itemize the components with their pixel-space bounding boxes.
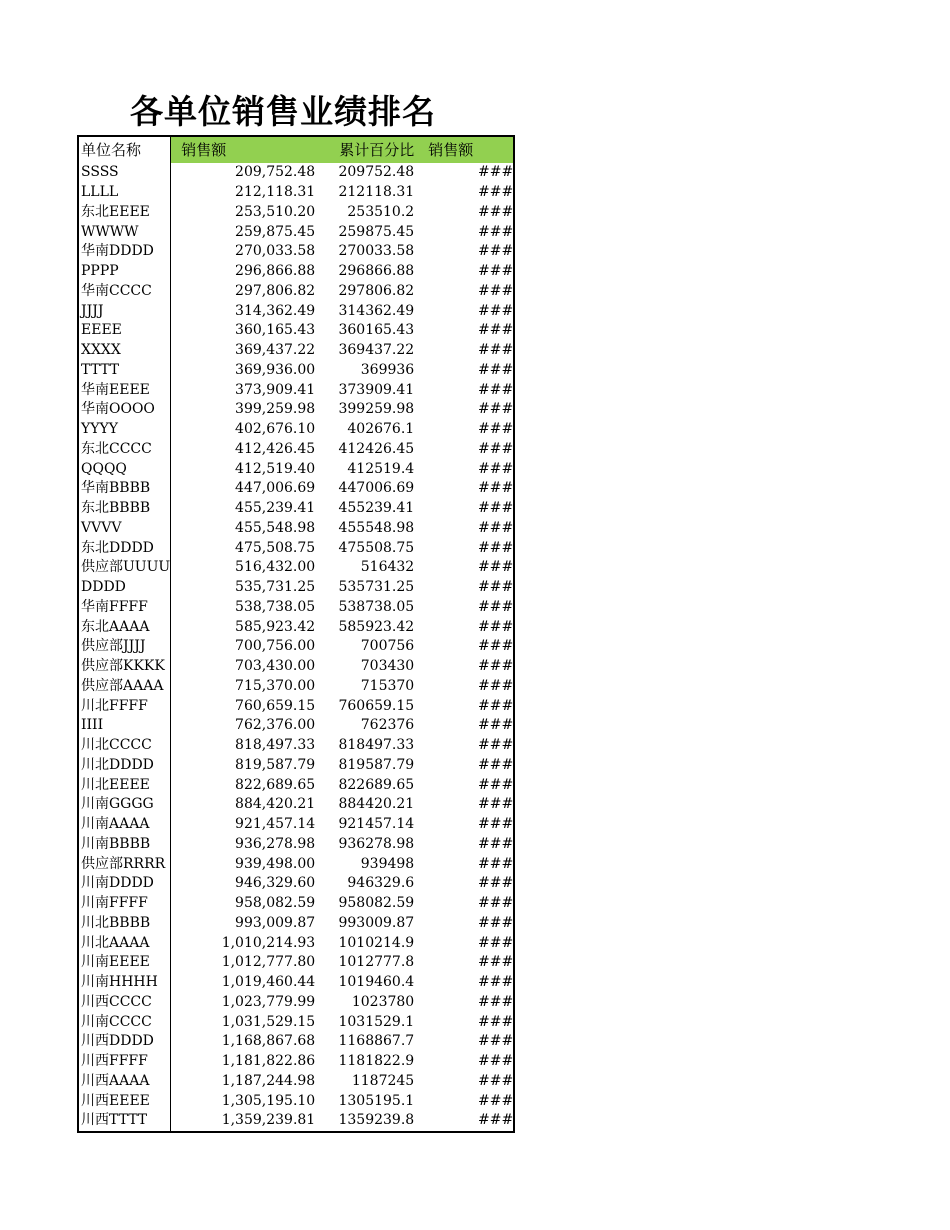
- cell-cumulative[interactable]: 819587.79: [338, 756, 415, 773]
- cell-unit-name[interactable]: 东北BBBB: [78, 499, 171, 519]
- cell-sales[interactable]: 1,023,779.99: [221, 993, 316, 1010]
- table-row: [78, 775, 514, 795]
- cell-unit-name[interactable]: 川西CCCC: [78, 993, 171, 1013]
- cell-rank[interactable]: ###: [478, 737, 514, 754]
- cell-sales[interactable]: 818,497.33: [235, 737, 316, 754]
- table-row: [78, 400, 514, 420]
- table-row: [78, 973, 514, 993]
- cell-unit-name[interactable]: 川北EEEE: [78, 775, 171, 795]
- cell-cumulative[interactable]: 993009.87: [338, 914, 415, 931]
- table-row: [78, 835, 514, 855]
- table-row: [78, 1091, 514, 1111]
- cell-unit-name[interactable]: 东北DDDD: [78, 538, 171, 558]
- cell-cumulative[interactable]: 455548.98: [338, 519, 415, 536]
- cell-unit-name[interactable]: 供应部AAAA: [78, 677, 171, 697]
- cell-rank[interactable]: ###: [478, 658, 514, 675]
- cell-unit-name[interactable]: VVVV: [78, 519, 171, 539]
- table-row: [78, 479, 514, 499]
- cell-unit-name[interactable]: EEEE: [78, 321, 171, 341]
- cell-rank[interactable]: ###: [478, 559, 514, 576]
- table-row: [78, 380, 514, 400]
- cell-rank[interactable]: ###: [478, 223, 514, 240]
- cell-unit-name[interactable]: XXXX: [78, 341, 171, 361]
- cell-sales[interactable]: 1,305,195.10: [221, 1092, 316, 1109]
- cell-unit-name[interactable]: PPPP: [78, 262, 171, 282]
- sheet-title: 各单位销售业绩排名: [130, 92, 436, 131]
- cell-unit-name[interactable]: 川西TTTT: [78, 1111, 171, 1132]
- cell-cumulative[interactable]: 1010214.9: [338, 934, 415, 951]
- cell-sales[interactable]: 270,033.58: [235, 243, 316, 260]
- header-sales-rank[interactable]: 销售额: [428, 141, 474, 159]
- cell-rank[interactable]: ###: [478, 796, 514, 813]
- cell-cumulative[interactable]: 535731.25: [338, 579, 415, 596]
- cell-rank[interactable]: ###: [478, 1033, 514, 1050]
- cell-sales[interactable]: 455,239.41: [235, 500, 316, 517]
- cell-sales[interactable]: 936,278.98: [235, 835, 316, 852]
- cell-unit-name[interactable]: 川西FFFF: [78, 1052, 171, 1072]
- cell-sales[interactable]: 760,659.15: [235, 697, 316, 714]
- table-row: [78, 440, 514, 460]
- cell-unit-name[interactable]: WWWW: [78, 222, 171, 242]
- table-row: [78, 538, 514, 558]
- table-row: [78, 222, 514, 242]
- cell-unit-name[interactable]: DDDD: [78, 578, 171, 598]
- cell-rank[interactable]: ###: [478, 342, 514, 359]
- cell-sales[interactable]: 360,165.43: [235, 322, 316, 339]
- cell-cumulative[interactable]: 399259.98: [338, 401, 415, 418]
- cell-rank[interactable]: ###: [478, 835, 514, 852]
- cell-sales[interactable]: 455,548.98: [235, 519, 316, 536]
- cell-unit-name[interactable]: 华南EEEE: [78, 380, 171, 400]
- cell-sales[interactable]: 1,187,244.98: [221, 1072, 316, 1089]
- cell-rank[interactable]: ###: [478, 875, 514, 892]
- cell-sales[interactable]: 373,909.41: [235, 381, 316, 398]
- cell-sales[interactable]: 822,689.65: [235, 776, 316, 793]
- cell-rank[interactable]: ###: [478, 638, 514, 655]
- cell-sales[interactable]: 369,936.00: [235, 361, 316, 378]
- table-row: [78, 993, 514, 1013]
- table-row: [78, 361, 514, 381]
- cell-cumulative[interactable]: 369437.22: [338, 342, 415, 359]
- cell-rank[interactable]: ###: [478, 618, 514, 635]
- table-row: [78, 677, 514, 697]
- table-row: [78, 953, 514, 973]
- header-cumulative-percent[interactable]: 累计百分比: [339, 141, 415, 159]
- table-row: [78, 815, 514, 835]
- cell-cumulative[interactable]: 703430: [360, 658, 415, 675]
- cell-rank[interactable]: ###: [478, 934, 514, 951]
- cell-sales[interactable]: 402,676.10: [235, 421, 316, 438]
- cell-rank[interactable]: ###: [478, 480, 514, 497]
- cell-unit-name[interactable]: 川北AAAA: [78, 933, 171, 953]
- cell-cumulative[interactable]: 297806.82: [338, 282, 415, 299]
- cell-cumulative[interactable]: 1187245: [351, 1072, 415, 1089]
- table-row: [78, 1111, 514, 1132]
- cell-cumulative[interactable]: 760659.15: [338, 697, 415, 714]
- table-row: [78, 203, 514, 223]
- table-row: [78, 321, 514, 341]
- cell-sales[interactable]: 212,118.31: [235, 184, 316, 201]
- cell-rank[interactable]: ###: [478, 401, 514, 418]
- table-row: [78, 933, 514, 953]
- cell-sales[interactable]: 412,519.40: [235, 460, 316, 477]
- cell-rank[interactable]: ###: [478, 895, 514, 912]
- cell-cumulative[interactable]: 360165.43: [338, 322, 415, 339]
- table-row: [78, 657, 514, 677]
- cell-unit-name[interactable]: 川南BBBB: [78, 835, 171, 855]
- cell-cumulative[interactable]: 946329.6: [347, 875, 415, 892]
- cell-sales[interactable]: 447,006.69: [235, 480, 316, 497]
- cell-sales[interactable]: 819,587.79: [235, 756, 316, 773]
- cell-sales[interactable]: 1,359,239.81: [221, 1112, 316, 1129]
- cell-rank[interactable]: ###: [478, 1053, 514, 1070]
- cell-unit-name[interactable]: 供应部UUUU: [78, 558, 171, 578]
- cell-sales[interactable]: 1,010,214.93: [221, 934, 316, 951]
- table-row: [78, 914, 514, 934]
- table-row: [78, 420, 514, 440]
- cell-rank[interactable]: ###: [478, 440, 514, 457]
- table-row: [78, 696, 514, 716]
- cell-cumulative[interactable]: 1181822.9: [338, 1053, 415, 1070]
- cell-cumulative[interactable]: 762376: [360, 717, 415, 734]
- cell-cumulative[interactable]: 538738.05: [338, 598, 415, 615]
- cell-unit-name[interactable]: 川北DDDD: [78, 756, 171, 776]
- cell-unit-name[interactable]: 川西DDDD: [78, 1032, 171, 1052]
- cell-rank[interactable]: ###: [478, 361, 514, 378]
- table-row: [78, 499, 514, 519]
- cell-cumulative[interactable]: 253510.2: [347, 203, 415, 220]
- cell-cumulative[interactable]: 1012777.8: [338, 954, 415, 971]
- cell-unit-name[interactable]: 供应部RRRR: [78, 854, 171, 874]
- cell-sales[interactable]: 475,508.75: [235, 539, 316, 556]
- cell-cumulative[interactable]: 412426.45: [338, 440, 415, 457]
- cell-unit-name[interactable]: QQQQ: [78, 459, 171, 479]
- cell-rank[interactable]: ###: [478, 500, 514, 517]
- cell-sales[interactable]: 703,430.00: [235, 658, 316, 675]
- cell-sales[interactable]: 535,731.25: [235, 579, 316, 596]
- cell-rank[interactable]: ###: [478, 519, 514, 536]
- cell-cumulative[interactable]: 447006.69: [338, 480, 415, 497]
- cell-cumulative[interactable]: 585923.42: [338, 618, 415, 635]
- cell-cumulative[interactable]: 700756: [360, 638, 415, 655]
- cell-unit-name[interactable]: 川南FFFF: [78, 894, 171, 914]
- cell-unit-name[interactable]: SSSS: [78, 163, 171, 183]
- cell-sales[interactable]: 1,012,777.80: [221, 954, 316, 971]
- cell-unit-name[interactable]: 东北AAAA: [78, 617, 171, 637]
- cell-cumulative[interactable]: 715370: [360, 677, 415, 694]
- cell-rank[interactable]: ###: [478, 914, 514, 931]
- cell-cumulative[interactable]: 936278.98: [338, 835, 415, 852]
- cell-rank[interactable]: ###: [478, 282, 514, 299]
- cell-rank[interactable]: ###: [478, 816, 514, 833]
- table-row: [78, 1052, 514, 1072]
- cell-sales[interactable]: 209,752.48: [235, 164, 316, 181]
- cell-rank[interactable]: ###: [478, 993, 514, 1010]
- cell-sales[interactable]: 1,031,529.15: [221, 1013, 316, 1030]
- cell-sales[interactable]: 1,181,822.86: [221, 1053, 316, 1070]
- cell-sales[interactable]: 939,498.00: [235, 855, 316, 872]
- header-row: [78, 136, 514, 163]
- cell-sales[interactable]: 921,457.14: [235, 816, 316, 833]
- cell-rank[interactable]: ###: [478, 421, 514, 438]
- cell-unit-name[interactable]: 川南GGGG: [78, 795, 171, 815]
- cell-sales[interactable]: 993,009.87: [235, 914, 316, 931]
- cell-sales[interactable]: 538,738.05: [235, 598, 316, 615]
- cell-unit-name[interactable]: 川西AAAA: [78, 1072, 171, 1092]
- cell-rank[interactable]: ###: [478, 1092, 514, 1109]
- table-row: [78, 854, 514, 874]
- cell-sales[interactable]: 399,259.98: [235, 401, 316, 418]
- cell-cumulative[interactable]: 373909.41: [338, 381, 415, 398]
- cell-rank[interactable]: ###: [478, 302, 514, 319]
- table-row: [78, 578, 514, 598]
- cell-rank[interactable]: ###: [478, 776, 514, 793]
- table-row: [78, 736, 514, 756]
- cell-cumulative[interactable]: 1305195.1: [338, 1092, 415, 1109]
- cell-cumulative[interactable]: 1019460.4: [338, 974, 415, 991]
- cell-cumulative[interactable]: 296866.88: [338, 263, 415, 280]
- cell-rank[interactable]: ###: [478, 164, 514, 181]
- cell-rank[interactable]: ###: [478, 579, 514, 596]
- cell-cumulative[interactable]: 958082.59: [338, 895, 415, 912]
- cell-unit-name[interactable]: 川南CCCC: [78, 1012, 171, 1032]
- cell-sales[interactable]: 884,420.21: [235, 796, 316, 813]
- cell-rank[interactable]: ###: [478, 677, 514, 694]
- table-row: [78, 894, 514, 914]
- cell-unit-name[interactable]: 川北CCCC: [78, 736, 171, 756]
- cell-unit-name[interactable]: TTTT: [78, 361, 171, 381]
- cell-cumulative[interactable]: 1031529.1: [338, 1013, 415, 1030]
- table-row: [78, 874, 514, 894]
- table-row: [78, 242, 514, 262]
- cell-unit-name[interactable]: IIII: [78, 716, 171, 736]
- cell-sales[interactable]: 1,168,867.68: [221, 1033, 316, 1050]
- table-row: [78, 795, 514, 815]
- cell-rank[interactable]: ###: [478, 1072, 514, 1089]
- cell-unit-name[interactable]: YYYY: [78, 420, 171, 440]
- cell-rank[interactable]: ###: [478, 855, 514, 872]
- cell-cumulative[interactable]: 212118.31: [338, 184, 415, 201]
- table-row: [78, 1012, 514, 1032]
- cell-unit-name[interactable]: 川北BBBB: [78, 914, 171, 934]
- cell-cumulative[interactable]: 209752.48: [338, 164, 415, 181]
- cell-cumulative[interactable]: 475508.75: [338, 539, 415, 556]
- cell-cumulative[interactable]: 314362.49: [338, 302, 415, 319]
- table-row: [78, 282, 514, 302]
- cell-cumulative[interactable]: 412519.4: [347, 460, 415, 477]
- cell-cumulative[interactable]: 822689.65: [338, 776, 415, 793]
- table-row: [78, 262, 514, 282]
- cell-rank[interactable]: ###: [478, 1112, 514, 1129]
- cell-cumulative[interactable]: 921457.14: [338, 816, 415, 833]
- cell-sales[interactable]: 516,432.00: [235, 559, 316, 576]
- cell-unit-name[interactable]: 东北EEEE: [78, 203, 171, 223]
- cell-rank[interactable]: ###: [478, 598, 514, 615]
- cell-rank[interactable]: ###: [478, 381, 514, 398]
- cell-sales[interactable]: 296,866.88: [235, 263, 316, 280]
- cell-rank[interactable]: ###: [478, 322, 514, 339]
- cell-unit-name[interactable]: 华南DDDD: [78, 242, 171, 262]
- table-row: [78, 341, 514, 361]
- header-unit-name[interactable]: 单位名称: [78, 136, 171, 163]
- cell-cumulative[interactable]: 1023780: [351, 993, 415, 1010]
- cell-cumulative[interactable]: 270033.58: [338, 243, 415, 260]
- cell-cumulative[interactable]: 818497.33: [338, 737, 415, 754]
- cell-sales[interactable]: 958,082.59: [235, 895, 316, 912]
- cell-rank[interactable]: ###: [478, 697, 514, 714]
- cell-cumulative[interactable]: 369936: [360, 361, 415, 378]
- header-sales[interactable]: 销售额: [181, 141, 227, 159]
- cell-cumulative[interactable]: 1359239.8: [338, 1112, 415, 1129]
- table-row: [78, 163, 514, 183]
- cell-cumulative[interactable]: 1168867.7: [338, 1033, 415, 1050]
- cell-sales[interactable]: 253,510.20: [235, 203, 316, 220]
- table-row: [78, 519, 514, 539]
- sales-ranking-table: [77, 135, 515, 1133]
- cell-unit-name[interactable]: 川北FFFF: [78, 696, 171, 716]
- table-row: [78, 459, 514, 479]
- cell-cumulative[interactable]: 259875.45: [338, 223, 415, 240]
- table-row: [78, 183, 514, 203]
- cell-rank[interactable]: ###: [478, 717, 514, 734]
- cell-cumulative[interactable]: 455239.41: [338, 500, 415, 517]
- cell-cumulative[interactable]: 939498: [360, 855, 415, 872]
- cell-cumulative[interactable]: 402676.1: [347, 421, 415, 438]
- cell-unit-name[interactable]: 川西EEEE: [78, 1091, 171, 1111]
- cell-sales[interactable]: 762,376.00: [235, 717, 316, 734]
- table-row: [78, 716, 514, 736]
- table-row: [78, 1032, 514, 1052]
- cell-sales[interactable]: 585,923.42: [235, 618, 316, 635]
- cell-rank[interactable]: ###: [478, 1013, 514, 1030]
- cell-sales[interactable]: 314,362.49: [235, 302, 316, 319]
- cell-unit-name[interactable]: 川南HHHH: [78, 973, 171, 993]
- cell-unit-name[interactable]: LLLL: [78, 183, 171, 203]
- table-row: [78, 617, 514, 637]
- cell-unit-name[interactable]: 华南CCCC: [78, 282, 171, 302]
- cell-rank[interactable]: ###: [478, 756, 514, 773]
- cell-sales[interactable]: 369,437.22: [235, 342, 316, 359]
- cell-sales[interactable]: 412,426.45: [235, 440, 316, 457]
- cell-unit-name[interactable]: 川南DDDD: [78, 874, 171, 894]
- cell-rank[interactable]: ###: [478, 460, 514, 477]
- cell-rank[interactable]: ###: [478, 263, 514, 280]
- cell-unit-name[interactable]: 供应部JJJJ: [78, 637, 171, 657]
- cell-rank[interactable]: ###: [478, 974, 514, 991]
- table-row: [78, 637, 514, 657]
- cell-unit-name[interactable]: 川南EEEE: [78, 953, 171, 973]
- cell-unit-name[interactable]: 东北CCCC: [78, 440, 171, 460]
- cell-rank[interactable]: ###: [478, 539, 514, 556]
- cell-cumulative[interactable]: 884420.21: [338, 796, 415, 813]
- cell-rank[interactable]: ###: [478, 184, 514, 201]
- cell-unit-name[interactable]: 华南OOOO: [78, 400, 171, 420]
- cell-unit-name[interactable]: 华南FFFF: [78, 598, 171, 618]
- cell-sales[interactable]: 700,756.00: [235, 638, 316, 655]
- table-row: [78, 558, 514, 578]
- cell-unit-name[interactable]: JJJJ: [78, 301, 171, 321]
- cell-sales[interactable]: 1,019,460.44: [221, 974, 316, 991]
- table-row: [78, 1072, 514, 1092]
- cell-cumulative[interactable]: 516432: [360, 559, 415, 576]
- cell-unit-name[interactable]: 川南AAAA: [78, 815, 171, 835]
- cell-sales[interactable]: 259,875.45: [235, 223, 316, 240]
- table-row: [78, 598, 514, 618]
- table-row: [78, 756, 514, 776]
- table-row: [78, 301, 514, 321]
- cell-sales[interactable]: 715,370.00: [235, 677, 316, 694]
- cell-sales[interactable]: 946,329.60: [235, 875, 316, 892]
- cell-rank[interactable]: ###: [478, 243, 514, 260]
- cell-unit-name[interactable]: 华南BBBB: [78, 479, 171, 499]
- cell-rank[interactable]: ###: [478, 203, 514, 220]
- cell-sales[interactable]: 297,806.82: [235, 282, 316, 299]
- cell-rank[interactable]: ###: [478, 954, 514, 971]
- cell-unit-name[interactable]: 供应部KKKK: [78, 657, 171, 677]
